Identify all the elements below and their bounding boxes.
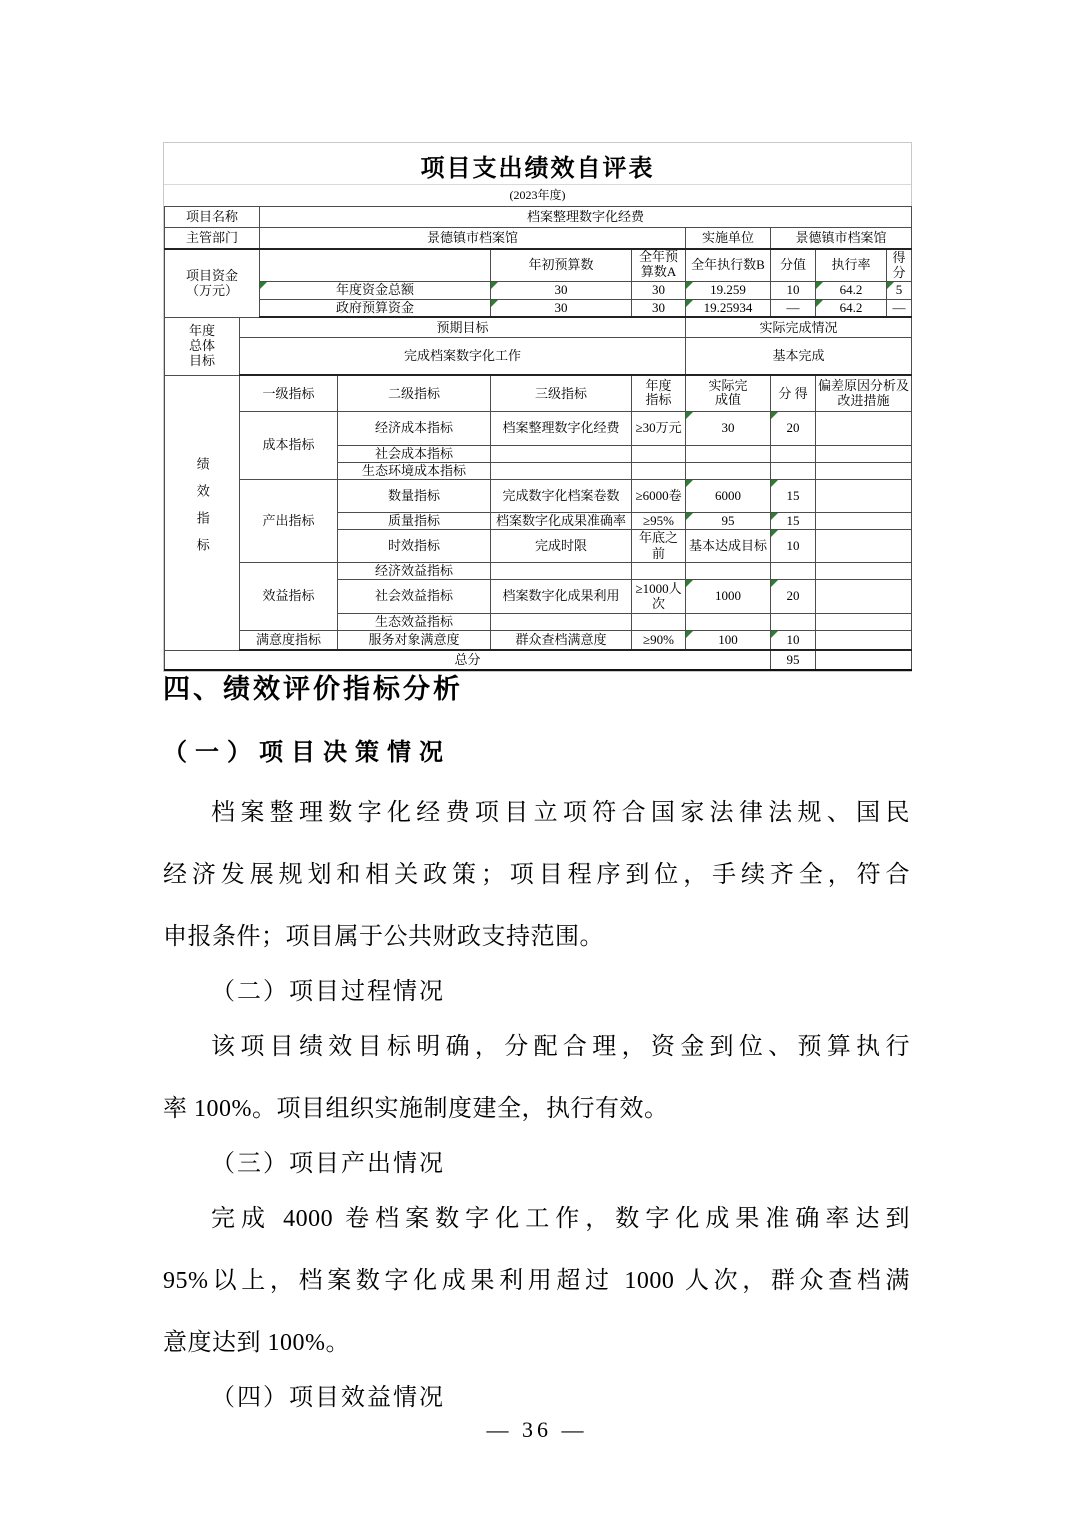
- cell-rate: 64.2: [816, 281, 887, 299]
- score-cell: 20: [771, 579, 816, 613]
- deviation-cell: [816, 579, 912, 613]
- performance-table-grid: [164, 206, 912, 671]
- col-actual-value: 实际完成值: [686, 375, 771, 411]
- actual-status-value: 基本完成: [686, 337, 912, 375]
- funding-empty-header: [260, 249, 491, 282]
- excel-flag-icon: [686, 580, 693, 587]
- l1-satisfaction: 满意度指标: [240, 630, 338, 650]
- cell-score: —: [887, 299, 912, 317]
- paragraph-line: 档案整理数字化经费项目立项符合国家法律法规、国民: [211, 800, 910, 826]
- deviation-cell: [816, 613, 912, 630]
- excel-flag-icon: [686, 412, 693, 419]
- excel-flag-icon: [686, 300, 693, 307]
- paragraph-line: 95%以上，档案数字化成果利用超过 1000 人次，群众查档满: [163, 1268, 910, 1294]
- excel-flag-icon: [686, 480, 693, 487]
- table-year-subtitle: (2023年度): [509, 188, 566, 202]
- annual-cell: [632, 462, 686, 479]
- actual-cell: 6000: [686, 479, 771, 512]
- l1-output: 产出指标: [240, 479, 338, 562]
- deviation-cell: [816, 411, 912, 445]
- deviation-cell: [816, 630, 912, 650]
- cell-annual: 30: [632, 281, 686, 299]
- score-cell: 20: [771, 411, 816, 445]
- score-cell: [771, 445, 816, 462]
- excel-flag-icon: [771, 580, 778, 587]
- score-cell: 10: [771, 529, 816, 562]
- deviation-cell: [816, 562, 912, 579]
- col-annual-budget: 全年预算数A: [632, 249, 686, 282]
- actual-cell: [686, 445, 771, 462]
- impl-unit-label: 实施单位: [686, 228, 771, 249]
- funding-label: [165, 249, 260, 318]
- l2-cell: 数量指标: [338, 479, 491, 512]
- l2-cell: 生态效益指标: [338, 613, 491, 630]
- excel-flag-icon: [686, 513, 693, 520]
- annual-cell: ≥1000人次: [632, 579, 686, 613]
- excel-flag-icon: [887, 282, 894, 289]
- annual-cell: ≥90%: [632, 630, 686, 650]
- actual-cell: 基本达成目标: [686, 529, 771, 562]
- col-score: 得分: [887, 249, 912, 282]
- actual-cell: [686, 613, 771, 630]
- col-points: 分值: [771, 249, 816, 282]
- cell-exec: 19.259: [686, 281, 771, 299]
- deviation-cell: [816, 479, 912, 512]
- subsection-3-title: （三）项目产出情况: [211, 1151, 445, 1177]
- l3-cell: 档案数字化成果准确率: [491, 512, 632, 529]
- l3-cell: 完成时限: [491, 529, 632, 562]
- cell-annual: 30: [632, 299, 686, 317]
- indicators-label: 绩效指标: [165, 375, 240, 650]
- annual-cell: [632, 613, 686, 630]
- l3-cell: 档案数字化成果利用: [491, 579, 632, 613]
- l3-cell: [491, 462, 632, 479]
- excel-flag-icon: [260, 282, 267, 289]
- excel-flag-icon: [491, 282, 498, 289]
- deviation-cell: [816, 445, 912, 462]
- actual-status-header: 实际完成情况: [686, 317, 912, 337]
- excel-flag-icon: [771, 530, 778, 537]
- l3-cell: [491, 562, 632, 579]
- col-exec-rate: 执行率: [816, 249, 887, 282]
- table-title: 项目支出绩效自评表: [164, 143, 911, 185]
- col-l3-indicator: 三级指标: [491, 375, 632, 411]
- cell-exec: 19.25934: [686, 299, 771, 317]
- l2-cell: 生态环境成本指标: [338, 462, 491, 479]
- actual-cell: 100: [686, 630, 771, 650]
- col-annual-exec: 全年执行数B: [686, 249, 771, 282]
- l3-cell: 档案整理数字化经费: [491, 411, 632, 445]
- funding-label-line1: 项目资金: [186, 267, 239, 283]
- excel-flag-icon: [686, 282, 693, 289]
- cell-rate: 64.2: [816, 299, 887, 317]
- excel-flag-icon: [686, 631, 693, 638]
- cell-initial: 30: [491, 281, 632, 299]
- funding-label-line2: （万元）: [186, 283, 239, 299]
- l1-benefit: 效益指标: [240, 562, 338, 630]
- score-cell: [771, 613, 816, 630]
- paragraph-line: 率 100%。项目组织实施制度建全，执行有效。: [163, 1096, 669, 1122]
- analysis-section: [163, 668, 910, 1422]
- project-name-value: 档案整理数字化经费: [260, 207, 912, 228]
- score-cell: 15: [771, 479, 816, 512]
- annual-cell: ≥6000卷: [632, 479, 686, 512]
- paragraph-line: 经济发展规划和相关政策；项目程序到位，手续齐全，符合: [163, 862, 910, 888]
- actual-cell: [686, 462, 771, 479]
- paragraph-line: 完成 4000 卷档案数字化工作，数字化成果准确率达到: [211, 1206, 910, 1232]
- funding-row-name: 年度资金总额: [260, 281, 491, 299]
- page-number: — 36 —: [486, 1417, 588, 1442]
- actual-cell: 1000: [686, 579, 771, 613]
- deviation-cell: [816, 529, 912, 562]
- paragraph-line: 申报条件；项目属于公共财政支持范围。: [163, 924, 604, 950]
- l3-cell: [491, 613, 632, 630]
- subsection-1-title: （一）项目决策情况: [163, 740, 451, 766]
- project-name-label: 项目名称: [165, 207, 260, 228]
- score-cell: 10: [771, 630, 816, 650]
- l2-cell: 时效指标: [338, 529, 491, 562]
- l3-cell: [491, 445, 632, 462]
- deviation-cell: [816, 462, 912, 479]
- expected-goal-value: 完成档案数字化工作: [240, 337, 686, 375]
- l2-cell: 经济效益指标: [338, 562, 491, 579]
- expected-goal-header: 预期目标: [240, 317, 686, 337]
- dept-value: 景德镇市档案馆: [260, 228, 686, 249]
- deviation-cell: [816, 512, 912, 529]
- l2-cell: 经济成本指标: [338, 411, 491, 445]
- paragraph-line: 意度达到 100%。: [163, 1330, 350, 1356]
- annual-cell: ≥95%: [632, 512, 686, 529]
- section-heading: 四、绩效评价指标分析: [163, 674, 463, 704]
- annual-cell: [632, 562, 686, 579]
- funding-row-name: 政府预算资金: [260, 299, 491, 317]
- excel-flag-icon: [771, 412, 778, 419]
- actual-cell: [686, 562, 771, 579]
- score-cell: 15: [771, 512, 816, 529]
- excel-flag-icon: [771, 480, 778, 487]
- annual-cell: 年底之前: [632, 529, 686, 562]
- l3-cell: 群众查档满意度: [491, 630, 632, 650]
- annual-cell: [632, 445, 686, 462]
- col-initial-budget: 年初预算数: [491, 249, 632, 282]
- cell-points: —: [771, 299, 816, 317]
- score-cell: [771, 462, 816, 479]
- subsection-2-title: （二）项目过程情况: [211, 979, 445, 1005]
- cell-points: 10: [771, 281, 816, 299]
- col-annual-indicator: 年度指标: [632, 375, 686, 411]
- col-l2-indicator: 二级指标: [338, 375, 491, 411]
- cell-initial: 30: [491, 299, 632, 317]
- excel-flag-icon: [771, 513, 778, 520]
- actual-cell: 95: [686, 512, 771, 529]
- actual-cell: 30: [686, 411, 771, 445]
- excel-flag-icon: [491, 300, 498, 307]
- total-score: 95: [771, 650, 816, 670]
- l2-cell: 服务对象满意度: [338, 630, 491, 650]
- l2-cell: 社会成本指标: [338, 445, 491, 462]
- cell-score: 5: [887, 281, 912, 299]
- col-deviation: 偏差原因分析及改进措施: [816, 375, 912, 411]
- annual-goal-label: 年度总体目标: [165, 317, 240, 375]
- excel-flag-icon: [816, 300, 823, 307]
- l3-cell: 完成数字化档案卷数: [491, 479, 632, 512]
- score-cell: [771, 562, 816, 579]
- l1-cost: 成本指标: [240, 411, 338, 479]
- performance-table: [163, 142, 912, 672]
- impl-unit-value: 景德镇市档案馆: [771, 228, 912, 249]
- excel-flag-icon: [771, 631, 778, 638]
- col-l1-indicator: 一级指标: [240, 375, 338, 411]
- l2-cell: 质量指标: [338, 512, 491, 529]
- total-label: 总分: [165, 650, 771, 670]
- dept-label: 主管部门: [165, 228, 260, 249]
- paragraph-line: 该项目绩效目标明确，分配合理，资金到位、预算执行: [211, 1034, 910, 1060]
- excel-flag-icon: [816, 282, 823, 289]
- annual-cell: ≥30万元: [632, 411, 686, 445]
- l2-cell: 社会效益指标: [338, 579, 491, 613]
- col-score-given: 分 得: [771, 375, 816, 411]
- subsection-4-title: （四）项目效益情况: [211, 1385, 445, 1411]
